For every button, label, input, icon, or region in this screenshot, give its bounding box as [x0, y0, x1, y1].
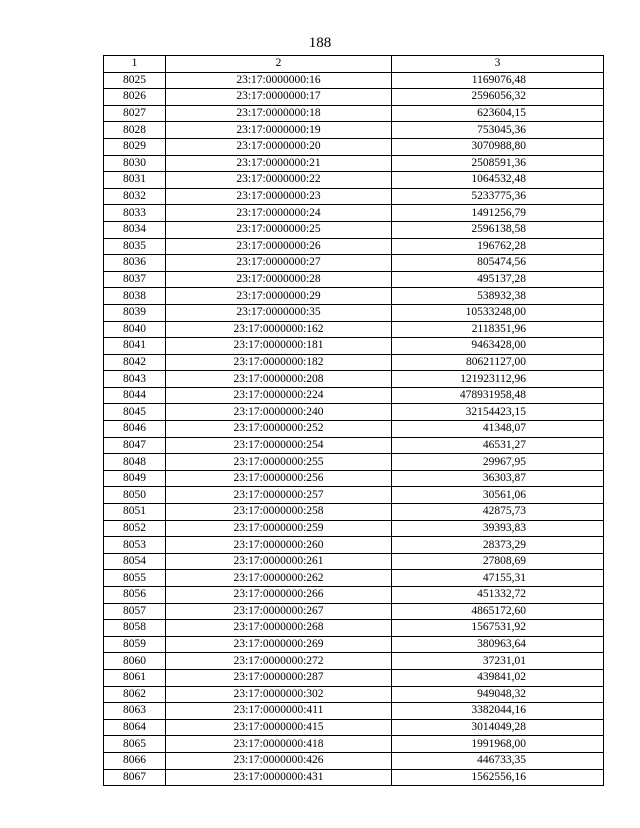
table-row	[104, 338, 604, 355]
table-row	[104, 155, 604, 172]
row-number-cell: 8038	[104, 288, 166, 305]
table-row	[104, 188, 604, 205]
table-row	[104, 172, 604, 189]
cadastral-number-cell: 23:17:0000000:272	[166, 653, 392, 670]
table-row	[104, 205, 604, 222]
value-cell: 2596056,32	[392, 89, 604, 106]
table-row	[104, 520, 604, 537]
row-number-cell: 8031	[104, 172, 166, 189]
value-cell: 3382044,16	[392, 703, 604, 720]
row-number-cell: 8065	[104, 736, 166, 753]
table-row	[104, 105, 604, 122]
row-number-cell: 8025	[104, 72, 166, 89]
table-row	[104, 570, 604, 587]
row-number-cell: 8064	[104, 719, 166, 736]
cadastral-number-cell: 23:17:0000000:17	[166, 89, 392, 106]
row-number-cell: 8061	[104, 669, 166, 686]
table-row	[104, 72, 604, 89]
row-number-cell: 8056	[104, 587, 166, 604]
cadastral-number-cell: 23:17:0000000:287	[166, 669, 392, 686]
table-row	[104, 138, 604, 155]
cadastral-number-cell: 23:17:0000000:256	[166, 470, 392, 487]
value-cell: 380963,64	[392, 636, 604, 653]
row-number-cell: 8042	[104, 354, 166, 371]
cadastral-number-cell: 23:17:0000000:28	[166, 271, 392, 288]
cadastral-number-cell: 23:17:0000000:255	[166, 454, 392, 471]
row-number-cell: 8053	[104, 537, 166, 554]
cadastral-number-cell: 23:17:0000000:260	[166, 537, 392, 554]
row-number-cell: 8040	[104, 321, 166, 338]
value-cell: 495137,28	[392, 271, 604, 288]
row-number-cell: 8054	[104, 553, 166, 570]
table-row	[104, 421, 604, 438]
value-cell: 196762,28	[392, 238, 604, 255]
table-row	[104, 437, 604, 454]
table-row	[104, 553, 604, 570]
value-cell: 949048,32	[392, 686, 604, 703]
value-cell: 478931958,48	[392, 387, 604, 404]
row-number-cell: 8047	[104, 437, 166, 454]
row-number-cell: 8060	[104, 653, 166, 670]
row-number-cell: 8037	[104, 271, 166, 288]
table-row	[104, 636, 604, 653]
table-row	[104, 620, 604, 637]
cadastral-number-cell: 23:17:0000000:257	[166, 487, 392, 504]
cadastral-number-cell: 23:17:0000000:240	[166, 404, 392, 421]
value-cell: 439841,02	[392, 669, 604, 686]
cadastral-number-cell: 23:17:0000000:411	[166, 703, 392, 720]
value-cell: 30561,06	[392, 487, 604, 504]
table-row	[104, 752, 604, 769]
row-number-cell: 8030	[104, 155, 166, 172]
cadastral-number-cell: 23:17:0000000:262	[166, 570, 392, 587]
value-cell: 27808,69	[392, 553, 604, 570]
table-row	[104, 603, 604, 620]
cadastral-number-cell: 23:17:0000000:258	[166, 504, 392, 521]
value-cell: 36303,87	[392, 470, 604, 487]
value-cell: 80621127,00	[392, 354, 604, 371]
cadastral-number-cell: 23:17:0000000:20	[166, 138, 392, 155]
cadastral-number-cell: 23:17:0000000:25	[166, 221, 392, 238]
table-row	[104, 387, 604, 404]
value-cell: 538932,38	[392, 288, 604, 305]
table-row	[104, 321, 604, 338]
row-number-cell: 8051	[104, 504, 166, 521]
row-number-cell: 8033	[104, 205, 166, 222]
value-cell: 9463428,00	[392, 338, 604, 355]
cadastral-number-cell: 23:17:0000000:181	[166, 338, 392, 355]
table-row	[104, 288, 604, 305]
value-cell: 39393,83	[392, 520, 604, 537]
value-cell: 446733,35	[392, 752, 604, 769]
row-number-cell: 8046	[104, 421, 166, 438]
cadastral-number-cell: 23:17:0000000:302	[166, 686, 392, 703]
row-number-cell: 8063	[104, 703, 166, 720]
row-number-cell: 8059	[104, 636, 166, 653]
value-cell: 4865172,60	[392, 603, 604, 620]
cadastral-number-cell: 23:17:0000000:418	[166, 736, 392, 753]
cadastral-number-cell: 23:17:0000000:266	[166, 587, 392, 604]
table-row	[104, 238, 604, 255]
table-row	[104, 703, 604, 720]
value-cell: 1567531,92	[392, 620, 604, 637]
cadastral-number-cell: 23:17:0000000:23	[166, 188, 392, 205]
row-number-cell: 8039	[104, 304, 166, 321]
cadastral-number-cell: 23:17:0000000:26	[166, 238, 392, 255]
value-cell: 2596138,58	[392, 221, 604, 238]
row-number-cell: 8052	[104, 520, 166, 537]
row-number-cell: 8049	[104, 470, 166, 487]
cadastral-number-cell: 23:17:0000000:254	[166, 437, 392, 454]
cadastral-number-cell: 23:17:0000000:431	[166, 769, 392, 786]
value-cell: 2118351,96	[392, 321, 604, 338]
cadastral-number-cell: 23:17:0000000:16	[166, 72, 392, 89]
row-number-cell: 8058	[104, 620, 166, 637]
table-row	[104, 354, 604, 371]
table-row	[104, 769, 604, 786]
row-number-cell: 8055	[104, 570, 166, 587]
row-number-cell: 8067	[104, 769, 166, 786]
value-cell: 29967,95	[392, 454, 604, 471]
cadastral-number-cell: 23:17:0000000:35	[166, 304, 392, 321]
cadastral-number-cell: 23:17:0000000:224	[166, 387, 392, 404]
row-number-cell: 8028	[104, 122, 166, 139]
row-number-cell: 8035	[104, 238, 166, 255]
row-number-cell: 8066	[104, 752, 166, 769]
cadastral-number-cell: 23:17:0000000:19	[166, 122, 392, 139]
value-cell: 41348,07	[392, 421, 604, 438]
table-row	[104, 736, 604, 753]
value-cell: 2508591,36	[392, 155, 604, 172]
cadastral-number-cell: 23:17:0000000:27	[166, 255, 392, 272]
value-cell: 1169076,48	[392, 72, 604, 89]
cadastral-number-cell: 23:17:0000000:18	[166, 105, 392, 122]
value-cell: 623604,15	[392, 105, 604, 122]
row-number-cell: 8044	[104, 387, 166, 404]
column-header-2: 2	[166, 56, 392, 73]
table-row	[104, 487, 604, 504]
cadastral-number-cell: 23:17:0000000:261	[166, 553, 392, 570]
cadastral-number-cell: 23:17:0000000:415	[166, 719, 392, 736]
table-row	[104, 504, 604, 521]
page-number: 188	[308, 35, 332, 51]
column-header-3: 3	[392, 56, 604, 73]
cadastral-number-cell: 23:17:0000000:259	[166, 520, 392, 537]
value-cell: 3070988,80	[392, 138, 604, 155]
table-row	[104, 454, 604, 471]
cadastral-number-cell: 23:17:0000000:22	[166, 172, 392, 189]
value-cell: 451332,72	[392, 587, 604, 604]
table-row	[104, 669, 604, 686]
row-number-cell: 8043	[104, 371, 166, 388]
cadastral-value-table	[103, 55, 604, 786]
cadastral-number-cell: 23:17:0000000:182	[166, 354, 392, 371]
table-row	[104, 587, 604, 604]
cadastral-number-cell: 23:17:0000000:252	[166, 421, 392, 438]
table-row	[104, 537, 604, 554]
table-row	[104, 271, 604, 288]
row-number-cell: 8032	[104, 188, 166, 205]
row-number-cell: 8045	[104, 404, 166, 421]
cadastral-number-cell: 23:17:0000000:208	[166, 371, 392, 388]
value-cell: 28373,29	[392, 537, 604, 554]
row-number-cell: 8048	[104, 454, 166, 471]
table-row	[104, 686, 604, 703]
cadastral-number-cell: 23:17:0000000:267	[166, 603, 392, 620]
value-cell: 32154423,15	[392, 404, 604, 421]
cadastral-number-cell: 23:17:0000000:426	[166, 752, 392, 769]
column-header-1: 1	[104, 56, 166, 73]
table-row	[104, 470, 604, 487]
cadastral-number-cell: 23:17:0000000:29	[166, 288, 392, 305]
table-row	[104, 371, 604, 388]
value-cell: 5233775,36	[392, 188, 604, 205]
table-header-row	[104, 56, 604, 73]
row-number-cell: 8034	[104, 221, 166, 238]
table-row	[104, 221, 604, 238]
value-cell: 753045,36	[392, 122, 604, 139]
cadastral-number-cell: 23:17:0000000:21	[166, 155, 392, 172]
value-cell: 1991968,00	[392, 736, 604, 753]
row-number-cell: 8027	[104, 105, 166, 122]
cadastral-number-cell: 23:17:0000000:162	[166, 321, 392, 338]
row-number-cell: 8062	[104, 686, 166, 703]
row-number-cell: 8036	[104, 255, 166, 272]
value-cell: 42875,73	[392, 504, 604, 521]
value-cell: 10533248,00	[392, 304, 604, 321]
value-cell: 1562556,16	[392, 769, 604, 786]
row-number-cell: 8050	[104, 487, 166, 504]
cadastral-number-cell: 23:17:0000000:24	[166, 205, 392, 222]
value-cell: 121923112,96	[392, 371, 604, 388]
row-number-cell: 8026	[104, 89, 166, 106]
value-cell: 805474,56	[392, 255, 604, 272]
table-row	[104, 719, 604, 736]
table-row	[104, 255, 604, 272]
value-cell: 3014049,28	[392, 719, 604, 736]
table-row	[104, 304, 604, 321]
row-number-cell: 8029	[104, 138, 166, 155]
row-number-cell: 8041	[104, 338, 166, 355]
value-cell: 47155,31	[392, 570, 604, 587]
cadastral-number-cell: 23:17:0000000:269	[166, 636, 392, 653]
row-number-cell: 8057	[104, 603, 166, 620]
value-cell: 46531,27	[392, 437, 604, 454]
table-body	[104, 56, 604, 786]
table-row	[104, 122, 604, 139]
value-cell: 37231,01	[392, 653, 604, 670]
table-row	[104, 89, 604, 106]
value-cell: 1491256,79	[392, 205, 604, 222]
value-cell: 1064532,48	[392, 172, 604, 189]
table-row	[104, 653, 604, 670]
cadastral-number-cell: 23:17:0000000:268	[166, 620, 392, 637]
table-row	[104, 404, 604, 421]
